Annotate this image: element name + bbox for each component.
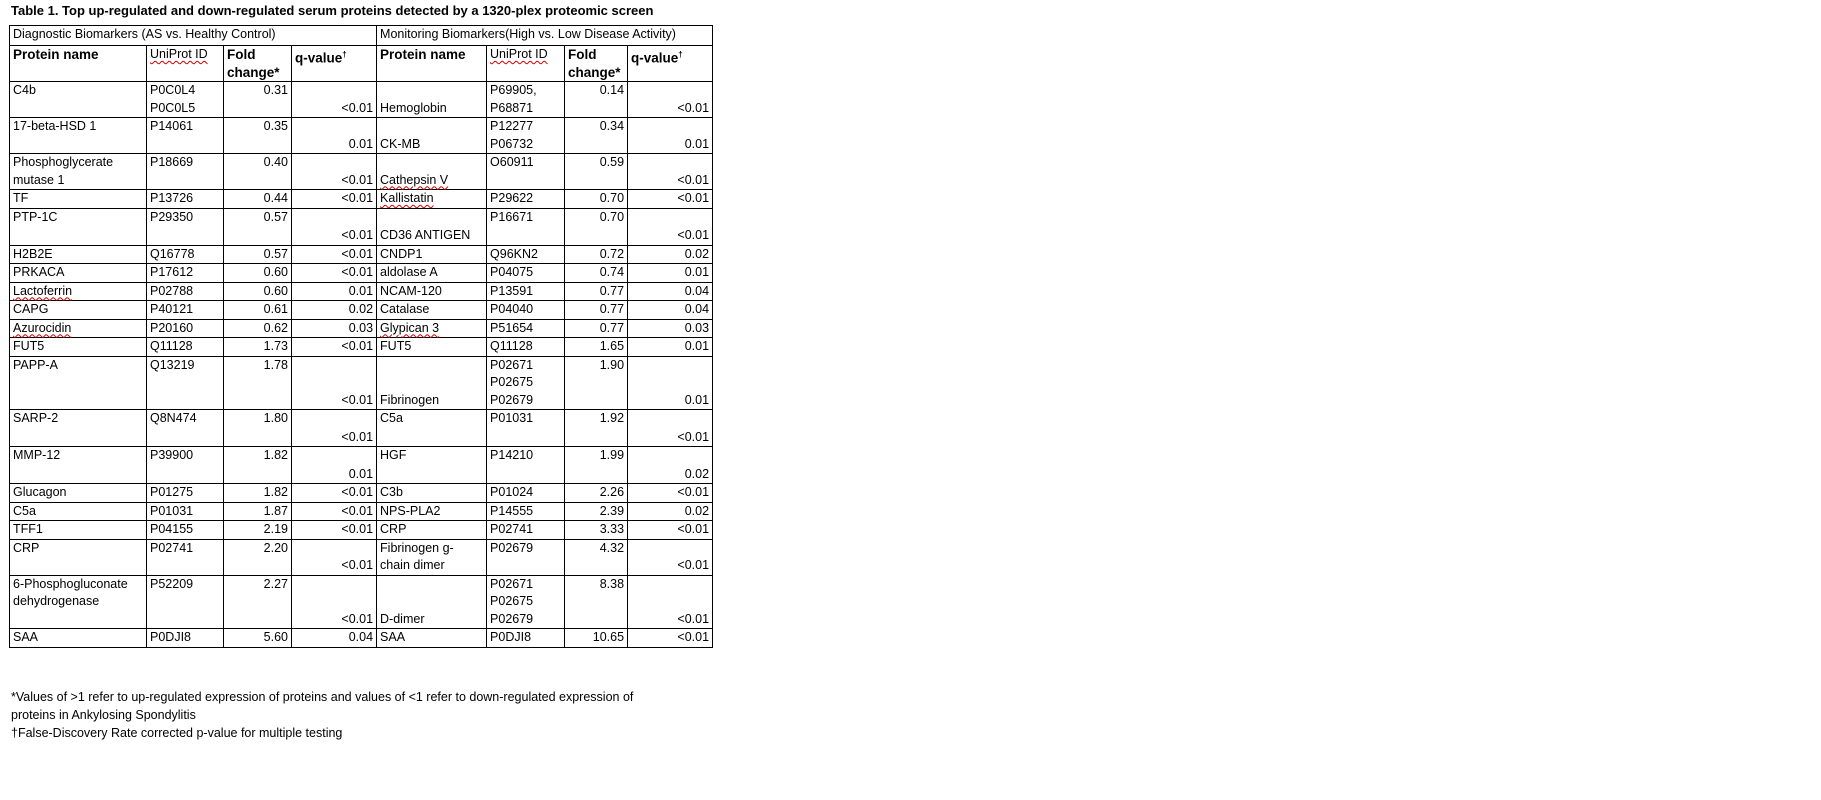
right-q-value: <0.01 [628,410,713,447]
protein-name-text: Fibrinogen [380,392,440,407]
right-q-value: 0.01 [628,338,713,357]
header-protein-name: Protein name [10,46,147,82]
uniprot-id-text: P12277 [490,119,534,133]
dagger-mark-2: † [678,50,683,59]
left-protein-name [10,484,147,503]
table-row [10,447,713,484]
right-q-value: <0.01 [628,521,713,540]
protein-name-text: H2B2E [13,246,53,261]
right-protein-name [377,356,487,410]
protein-name-text: C3b [380,485,403,499]
uniprot-id-text: P01031 [490,411,534,425]
uniprot-id-text: Q96KN2 [490,246,538,261]
protein-name-text: Fibrinogen g-chain dimer [380,540,454,572]
right-q-value: <0.01 [628,629,713,648]
right-fold-change: 0.70 [565,208,628,245]
table-row [10,154,713,190]
right-protein-name [377,484,487,503]
uniprot-id-text: P68871 [490,100,534,115]
protein-name-text: MMP-12 [13,448,61,462]
left-uniprot-id [147,208,224,245]
uniprot-id-text: P02675 [490,594,534,608]
left-uniprot-id [147,356,224,410]
left-fold-change: 2.19 [224,521,292,540]
right-uniprot-id [487,154,565,190]
uniprot-id-text: P51654 [490,320,534,335]
left-fold-change: 0.61 [224,301,292,320]
left-protein-name [10,319,147,338]
left-fold-change: 0.57 [224,208,292,245]
right-fold-change: 1.99 [565,447,628,484]
uniprot-id-text: P04155 [150,522,194,536]
right-uniprot-id [487,575,565,629]
right-uniprot-id [487,410,565,447]
right-q-value: 0.02 [628,245,713,264]
right-fold-change: 0.77 [565,301,628,320]
left-uniprot-id [147,319,224,338]
left-protein-name [10,190,147,209]
protein-name-text: Cathepsin V [380,172,449,187]
left-q-value: <0.01 [292,521,377,540]
left-fold-change: 0.60 [224,282,292,301]
left-fold-change: 1.82 [224,484,292,503]
left-fold-change: 2.20 [224,539,292,575]
uniprot-id-text: P17612 [150,265,194,279]
left-protein-name [10,338,147,357]
left-fold-change: 1.73 [224,338,292,357]
right-q-value: 0.04 [628,282,713,301]
left-uniprot-id [147,154,224,190]
uniprot-id-text: P14210 [490,448,534,462]
right-q-value: 0.04 [628,301,713,320]
protein-name-text: Catalase [380,302,430,316]
uniprot-id-text: P16671 [490,209,534,224]
left-uniprot-id [147,190,224,209]
left-q-value: <0.01 [292,410,377,447]
right-fold-change: 1.90 [565,356,628,410]
left-uniprot-id [147,245,224,264]
uniprot-id-text: P0C0L5 [150,100,196,115]
left-uniprot-id [147,282,224,301]
left-uniprot-id [147,521,224,540]
protein-name-text: CD36 ANTIGEN [380,228,471,242]
right-protein-name [377,410,487,447]
right-protein-name [377,82,487,118]
protein-name-text: CRP [380,522,407,536]
header-q-label-2: q-value [631,50,679,66]
protein-name-text: aldolase A [380,265,438,279]
footnote-fold-change [11,688,633,742]
right-uniprot-id [487,264,565,283]
right-fold-change: 4.32 [565,539,628,575]
table-row [10,264,713,283]
protein-name-text: CK-MB [380,136,421,151]
right-q-value: <0.01 [628,190,713,209]
header-protein-name-2: Protein name [377,46,487,82]
uniprot-id-text: P02741 [490,522,534,536]
left-fold-change: 0.62 [224,319,292,338]
right-protein-name [377,245,487,264]
table-row [10,575,713,629]
header-uniprot-id [147,46,224,82]
uniprot-id-text: P02788 [150,283,194,298]
table-row [10,356,713,410]
protein-name-text: HGF [380,448,407,462]
right-fold-change: 10.65 [565,629,628,648]
uniprot-id-text: Q11128 [490,339,533,353]
left-fold-change: 0.44 [224,190,292,209]
table-row [10,82,713,118]
uniprot-id-text: Q16778 [150,246,195,261]
left-protein-name [10,154,147,190]
left-protein-name [10,502,147,521]
right-fold-change: 0.34 [565,118,628,154]
uniprot-id-text: P02675 [490,375,534,389]
left-protein-name [10,282,147,301]
uniprot-id-text: P02671 [490,357,534,372]
uniprot-id-text: P40121 [150,302,194,316]
left-uniprot-id [147,629,224,648]
header-uniprot-label: UniProt ID [150,47,208,61]
right-uniprot-id [487,539,565,575]
protein-name-text: Phosphoglycerate mutase 1 [13,155,114,187]
protein-name-text: CRP [13,540,40,555]
header-fold-change-2: Fold change* [565,46,628,82]
right-q-value: <0.01 [628,575,713,629]
left-protein-name [10,521,147,540]
protein-name-text: PAPP-A [13,357,58,372]
table-row [10,521,713,540]
biomarker-table [9,25,713,648]
uniprot-id-text: P04075 [490,265,534,279]
right-uniprot-id [487,484,565,503]
right-fold-change: 1.92 [565,410,628,447]
uniprot-id-text: O60911 [490,155,534,169]
table-row [10,629,713,648]
right-q-value: 0.01 [628,356,713,410]
left-fold-change: 1.78 [224,356,292,410]
left-uniprot-id [147,410,224,447]
left-fold-change: 1.87 [224,502,292,521]
left-uniprot-id [147,575,224,629]
uniprot-id-text: P06732 [490,136,534,151]
right-uniprot-id [487,282,565,301]
right-fold-change: 0.77 [565,319,628,338]
left-uniprot-id [147,447,224,484]
footnote-line-3: †False-Discovery Rate corrected p-value for multiple testing [11,726,343,740]
right-uniprot-id [487,338,565,357]
left-protein-name [10,575,147,629]
uniprot-id-text: P02741 [150,540,194,555]
table-title: Table 1. Top up-regulated and down-regulated serum proteins detected by a 1320-plex proteomic screen [11,3,654,18]
uniprot-id-text: P02679 [490,540,534,555]
uniprot-id-text: Q11128 [150,339,193,353]
table-row [10,245,713,264]
left-fold-change: 2.27 [224,575,292,629]
right-uniprot-id [487,245,565,264]
left-q-value: <0.01 [292,208,377,245]
left-fold-change: 0.31 [224,82,292,118]
left-protein-name [10,301,147,320]
right-q-value: 0.02 [628,447,713,484]
header-q-label: q-value [295,50,343,66]
dagger-mark: † [342,50,347,59]
uniprot-id-text: P39900 [150,448,194,462]
table-row [10,118,713,154]
table-row [10,484,713,503]
left-q-value: <0.01 [292,575,377,629]
protein-name-text: TF [13,191,29,205]
group-monitoring: Monitoring Biomarkers(High vs. Low Disease Activity) [377,26,713,46]
right-protein-name [377,282,487,301]
table-row [10,539,713,575]
footnote-line-2: proteins in Ankylosing Spondylitis [11,708,196,722]
protein-name-text: SAA [380,630,406,644]
right-q-value: <0.01 [628,82,713,118]
protein-name-text: Lactoferrin [13,283,73,298]
protein-name-text: C5a [13,503,36,518]
protein-name-text: Azurocidin [13,320,72,335]
protein-name-text: C5a [380,411,403,425]
right-protein-name [377,208,487,245]
right-fold-change: 2.26 [565,484,628,503]
uniprot-id-text: P29350 [150,209,194,224]
protein-name-text: Kallistatin [380,191,434,205]
left-q-value: 0.02 [292,301,377,320]
right-fold-change: 0.14 [565,82,628,118]
right-fold-change: 0.77 [565,282,628,301]
footnote-line-1: *Values of >1 refer to up-regulated expression of proteins and values of <1 refer to down-regulated expression of [11,690,634,704]
left-protein-name [10,410,147,447]
header-uniprot-id-2 [487,46,565,82]
group-header-row [10,26,713,46]
right-q-value: 0.03 [628,319,713,338]
uniprot-id-text: P14555 [490,503,534,518]
left-q-value: 0.01 [292,118,377,154]
left-fold-change: 0.57 [224,245,292,264]
left-q-value: <0.01 [292,82,377,118]
protein-name-text: C4b [13,83,36,97]
protein-name-text: Glypican 3 [380,320,440,335]
right-q-value: <0.01 [628,539,713,575]
right-protein-name [377,338,487,357]
right-fold-change: 0.70 [565,190,628,209]
table-row [10,208,713,245]
left-uniprot-id [147,502,224,521]
left-q-value: <0.01 [292,245,377,264]
table-row [10,282,713,301]
uniprot-id-text: P29622 [490,191,534,205]
left-q-value: <0.01 [292,154,377,190]
left-protein-name [10,629,147,648]
left-uniprot-id [147,264,224,283]
left-q-value: 0.03 [292,319,377,338]
right-fold-change: 0.72 [565,245,628,264]
left-protein-name [10,118,147,154]
protein-name-text: FUT5 [13,339,45,353]
uniprot-id-text: P04040 [490,302,534,316]
right-q-value: <0.01 [628,208,713,245]
group-diagnostic: Diagnostic Biomarkers (AS vs. Healthy Control) [10,26,377,46]
left-protein-name [10,356,147,410]
protein-name-text: SARP-2 [13,411,59,425]
table-row [10,319,713,338]
right-protein-name [377,264,487,283]
header-uniprot-label-2: UniProt ID [490,47,548,61]
left-q-value: <0.01 [292,539,377,575]
protein-name-text: 6-Phosphogluconate dehydrogenase [13,576,128,608]
left-protein-name [10,539,147,575]
protein-name-text: PTP-1C [13,209,58,224]
left-fold-change: 5.60 [224,629,292,648]
uniprot-id-text: P0C0L4 [150,83,196,97]
right-fold-change: 0.59 [565,154,628,190]
table-row [10,301,713,320]
table-row [10,338,713,357]
left-q-value: <0.01 [292,484,377,503]
left-uniprot-id [147,539,224,575]
right-fold-change: 2.39 [565,502,628,521]
right-uniprot-id [487,208,565,245]
protein-name-text: CAPG [13,302,49,316]
left-fold-change: 0.60 [224,264,292,283]
column-header-row [10,46,713,82]
uniprot-id-text: P13591 [490,283,534,298]
right-uniprot-id [487,629,565,648]
left-fold-change: 1.82 [224,447,292,484]
uniprot-id-text: P14061 [150,119,194,133]
protein-name-text: TFF1 [13,522,43,536]
uniprot-id-text: Q13219 [150,357,195,372]
right-protein-name [377,190,487,209]
right-q-value: <0.01 [628,484,713,503]
protein-name-text: Glucagon [13,485,67,499]
uniprot-id-text: P0DJI8 [490,630,532,644]
left-uniprot-id [147,118,224,154]
right-fold-change: 3.33 [565,521,628,540]
right-uniprot-id [487,82,565,118]
left-protein-name [10,245,147,264]
uniprot-id-text: P18669 [150,155,194,169]
uniprot-id-text: P0DJI8 [150,630,191,644]
header-q-value [292,46,377,82]
right-protein-name [377,575,487,629]
header-q-value-2 [628,46,713,82]
protein-name-text: D-dimer [380,611,425,626]
protein-name-text: FUT5 [380,339,412,353]
uniprot-id-text: P02679 [490,392,534,407]
left-q-value: <0.01 [292,264,377,283]
uniprot-id-text: Q8N474 [150,411,197,425]
right-q-value: 0.02 [628,502,713,521]
right-q-value: 0.01 [628,118,713,154]
right-uniprot-id [487,301,565,320]
left-q-value: 0.01 [292,282,377,301]
right-protein-name [377,629,487,648]
right-uniprot-id [487,319,565,338]
left-protein-name [10,447,147,484]
right-q-value: <0.01 [628,154,713,190]
right-protein-name [377,447,487,484]
protein-name-text: NCAM-120 [380,283,442,298]
right-uniprot-id [487,356,565,410]
left-fold-change: 0.40 [224,154,292,190]
table-row [10,190,713,209]
left-q-value: 0.01 [292,447,377,484]
right-fold-change: 1.65 [565,338,628,357]
uniprot-id-text: P69905, [490,83,537,97]
uniprot-id-text: P02671 [490,576,534,591]
protein-name-text: CNDP1 [380,246,423,261]
right-protein-name [377,118,487,154]
right-fold-change: 0.74 [565,264,628,283]
left-protein-name [10,208,147,245]
protein-name-text: 17-beta-HSD 1 [13,119,97,133]
left-protein-name [10,264,147,283]
uniprot-id-text: P52209 [150,576,194,591]
left-q-value: <0.01 [292,190,377,209]
right-uniprot-id [487,521,565,540]
right-protein-name [377,502,487,521]
right-uniprot-id [487,447,565,484]
right-uniprot-id [487,190,565,209]
left-protein-name [10,82,147,118]
left-q-value: <0.01 [292,356,377,410]
left-uniprot-id [147,82,224,118]
table-row [10,410,713,447]
protein-name-text: PRKACA [13,265,65,279]
right-fold-change: 8.38 [565,575,628,629]
right-q-value: 0.01 [628,264,713,283]
header-fold-change: Fold change* [224,46,292,82]
right-uniprot-id [487,502,565,521]
right-protein-name [377,521,487,540]
left-fold-change: 1.80 [224,410,292,447]
right-protein-name [377,539,487,575]
left-q-value: <0.01 [292,502,377,521]
left-uniprot-id [147,301,224,320]
uniprot-id-text: P01024 [490,485,534,499]
protein-name-text: SAA [13,630,39,644]
left-q-value: 0.04 [292,629,377,648]
right-protein-name [377,301,487,320]
uniprot-id-text: P20160 [150,320,194,335]
right-protein-name [377,319,487,338]
uniprot-id-text: P01031 [150,503,194,518]
left-uniprot-id [147,484,224,503]
right-uniprot-id [487,118,565,154]
table-row [10,502,713,521]
right-protein-name [377,154,487,190]
uniprot-id-text: P01275 [150,485,194,499]
protein-name-text: Hemoglobin [380,100,447,115]
left-q-value: <0.01 [292,338,377,357]
left-fold-change: 0.35 [224,118,292,154]
left-uniprot-id [147,338,224,357]
uniprot-id-text: P13726 [150,191,194,205]
protein-name-text: NPS-PLA2 [380,503,441,518]
uniprot-id-text: P02679 [490,611,534,626]
